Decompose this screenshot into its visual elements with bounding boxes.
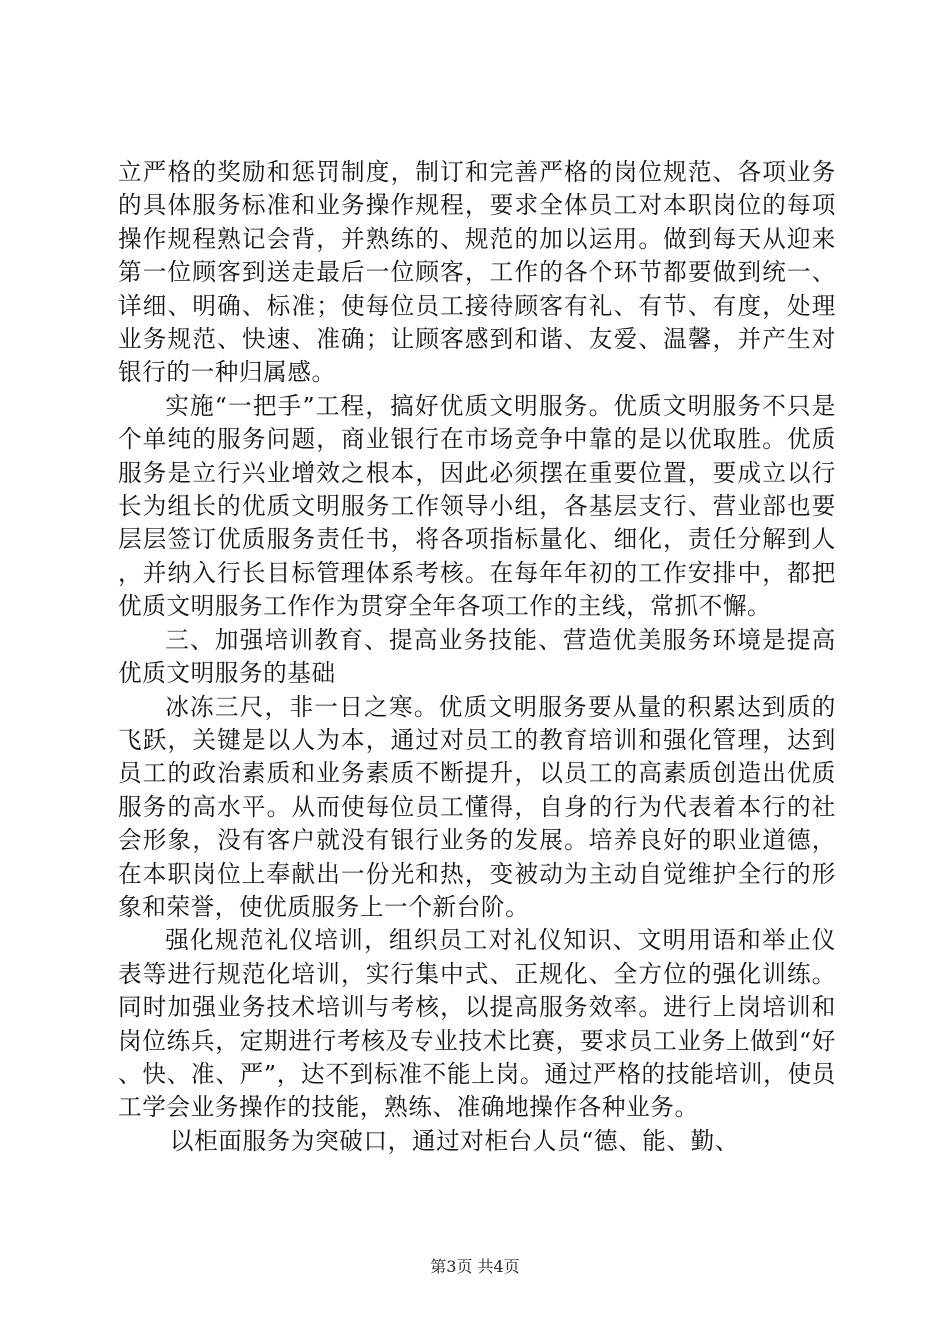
section-heading-training: 三、加强培训教育、提高业务技能、营造优美服务环境是提高优质文明服务的基础 bbox=[118, 625, 836, 688]
page-number-footer: 第3页 共4页 bbox=[430, 1257, 520, 1276]
paragraph-reward-system: 立严格的奖励和惩罚制度，制订和完善严格的岗位规范、各项业务的具体服务标准和业务操作规程，要求全体员工对本职岗位的每项操作规程熟记会背，并熟练的、规范的加以运用。做到每天从迎来第一位顾客到送走最后一位顾客，工作的各个环节都要做到统一、详细、明确、标准；使每位员工接待顾客有礼、有节、有度，处理业务规范、快速、准确；让顾客感到和谐、友爱、温馨，并产生对银行的一种归属感。 bbox=[118, 158, 836, 387]
paragraph-leader-project: 实施“一把手”工程，搞好优质文明服务。优质文明服务不只是个单纯的服务问题，商业银行在市场竞争中靠的是以优取胜。优质服务是立行兴业增效之根本，因此必须摆在重要位置，要成立以行长为组长的优质文明服务工作领导小组，各基层支行、营业部也要层层签订优质服务责任书，将各项指标量化、细化，责任分解到人，并纳入行长目标管理体系考核。在每年年初的工作安排中，都把优质文明服务工作作为贯穿全年各项工作的主线，常抓不懈。 bbox=[118, 391, 836, 621]
paragraph-people-oriented: 冰冻三尺，非一日之寒。优质文明服务要从量的积累达到质的飞跃，关键是以人为本，通过对员工的教育培训和强化管理，达到员工的政治素质和业务素质不断提升，以员工的高素质创造出优质服务的高水平。从而使每位员工懂得，自身的行为代表着本行的社会形象，没有客户就没有银行业务的发展。培养良好的职业道德，在本职岗位上奉献出一份光和热，变被动为主动自觉维护全行的形象和荣誉，使优质服务上一个新台阶。 bbox=[118, 692, 836, 921]
paragraph-counter-service: 以柜面服务为突破口，通过对柜台人员“德、能、勤、 bbox=[169, 1126, 740, 1155]
paragraph-etiquette-training: 强化规范礼仪培训，组织员工对礼仪知识、文明用语和举止仪表等进行规范化培训，实行集中式、正规化、全方位的强化训练。同时加强业务技术培训与考核，以提高服务效率。进行上岗培训和岗位练兵，定期进行考核及专业技术比赛，要求员工业务上做到“好、快、准、严”，达不到标准不能上岗。通过严格的技能培训，使员工学会业务操作的技能，熟练、准确地操作各种业务。 bbox=[118, 926, 836, 1122]
document-body bbox=[118, 156, 836, 1158]
